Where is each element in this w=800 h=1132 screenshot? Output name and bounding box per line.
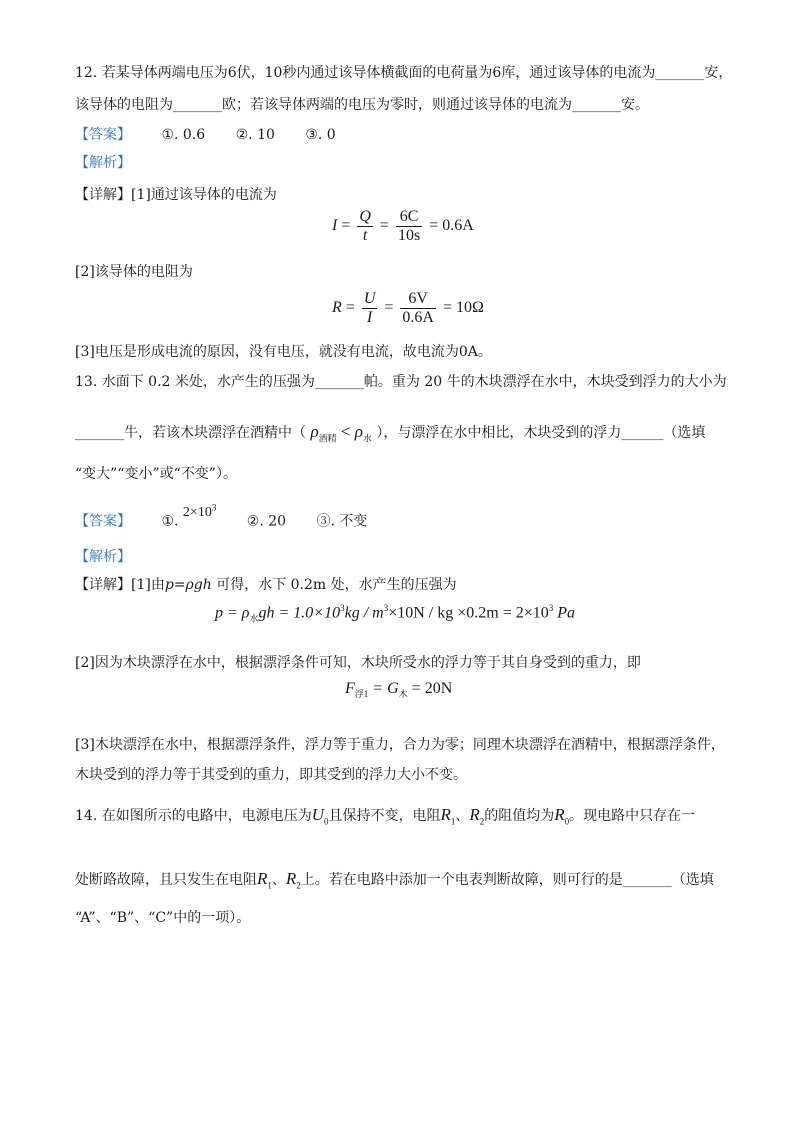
- q13-detail3b: 木块受到的浮力等于其受到的重力，即其受到的浮力大小不变。: [75, 767, 467, 783]
- q13-line2: _______牛，若该木块漂浮在酒精中（ $\rho_{酒精} < \rho_水$ ），与漂浮在水中相比，木块受到的浮力______（选填: [75, 422, 706, 444]
- q12-detail1: 【详解】[1]通过该导体的电流为: [75, 187, 277, 203]
- q13-analysis-label: 【解析】: [75, 549, 131, 565]
- q13-line1: 13. 水面下 0.2 米处，水产生的压强为_______帕。重为 20 牛的木块漂浮在水中，木块受到浮力的大小为: [75, 374, 727, 390]
- q13-detail3a: [3]木块漂浮在水中，根据漂浮条件，浮力等于重力，合力为零；同理木块漂浮在酒精中，根据漂浮条件，: [75, 737, 725, 753]
- answer-label: 【答案】: [75, 127, 131, 143]
- q14-line3: “A”、“B”、“C”中的一项）。: [75, 910, 251, 926]
- q13-detail2: [2]因为木块漂浮在水中，根据漂浮条件可知，木块所受水的浮力等于其自身受到的重力，即: [75, 655, 641, 671]
- answer-3: ③. 0: [305, 127, 336, 143]
- equation-resistance: R = $\frac{U}{I}$ = $\frac{6V}{0.6A}$ = 10Ω: [332, 290, 484, 326]
- q14-line1: 14. 在如图所示的电路中，电源电压为$U_0$且保持不变，电阻$R_1$、$R_2$的阻值均为$R_0$。现电路中只存在一: [75, 805, 696, 827]
- q13-detail1: 【详解】[1]由p=ρgh 可得，水下 0.2m 处，水产生的压强为: [75, 577, 457, 593]
- answer-2: ②. 10: [235, 127, 275, 143]
- equation-pressure: $p = \rho_水gh = 1.0\times 10^3kg / m^3\times 10N$ / kg $\times 0.2m = 2\times 10^3$ Pa: [215, 603, 576, 624]
- q12-answer-row: [75, 125, 336, 145]
- q13-answer-row: 【答案】 ①. $2\times 10^3$ ②. 20 ③. 不变: [75, 502, 368, 530]
- equation-buoyancy: $F_{浮1} = G_木 = 20N$: [345, 680, 453, 700]
- analysis-label: 【解析】: [75, 155, 131, 171]
- q12-detail3: [3]电压是形成电流的原因，没有电压，就没有电流，故电流为0A。: [75, 344, 492, 360]
- equation-current: I = $\frac{Q}{t}$ = $\frac{6C}{10s}$ = 0.6A: [332, 208, 474, 244]
- q13-line3: “变大”“变小”或“不变”）。: [75, 466, 237, 482]
- q14-line2: 处断路故障，且只发生在电阻$R_1$、$R_2$上。若在电路中添加一个电表判断故障，则可行的是_______（选填: [75, 869, 714, 891]
- q12-line1: 12. 若某导体两端电压为6伏，10秒内通过该导体横截面的电荷量为6库，通过该导体的电流为_______安，: [75, 65, 733, 81]
- q12-line2: 该导体的电阻为_______欧；若该导体两端的电压为零时，则通过该导体的电流为_______安。: [75, 97, 649, 113]
- answer-1: ①. 0.6: [161, 127, 206, 143]
- q12-detail2: [2]该导体的电阻为: [75, 264, 193, 280]
